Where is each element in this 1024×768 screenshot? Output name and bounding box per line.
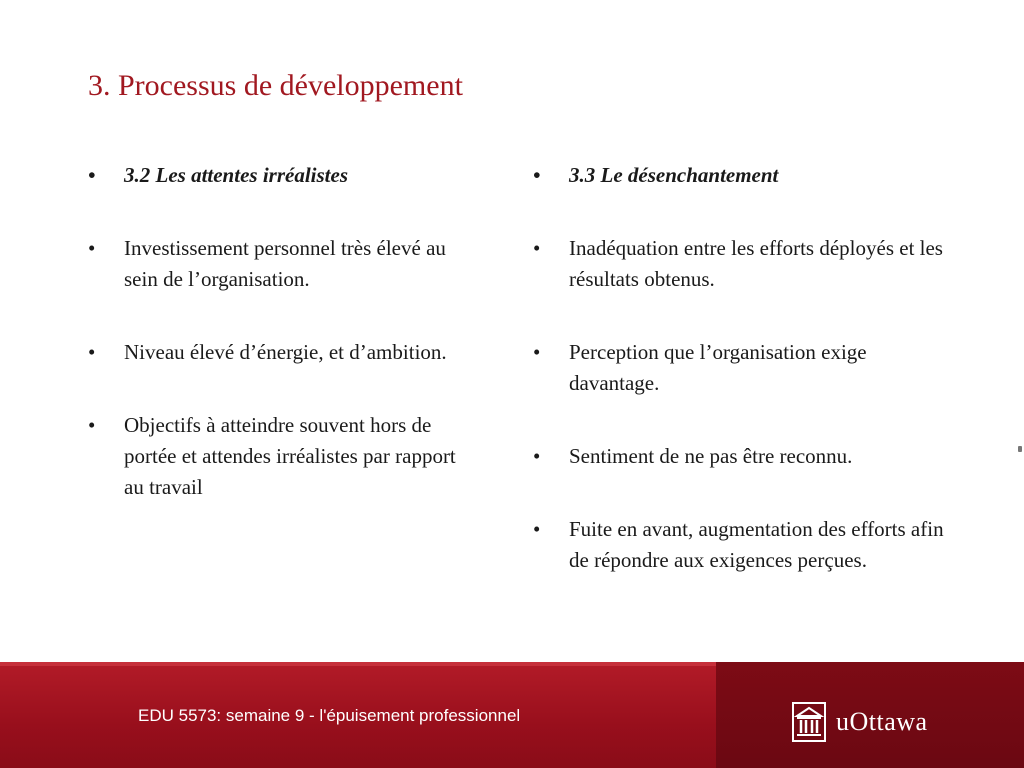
building-icon [792, 702, 826, 742]
right-item-2: • Perception que l’organisation exige davantage. [533, 337, 953, 399]
left-heading: • 3.2 Les attentes irréalistes [88, 160, 468, 191]
course-label: EDU 5573: semaine 9 - l'épuisement professionnel [138, 706, 521, 725]
right-heading: • 3.3 Le désenchantement [533, 160, 953, 191]
right-column [533, 160, 953, 618]
left-column [88, 160, 468, 545]
stray-mark [1018, 446, 1022, 452]
logo-wordmark: uOttawa [836, 707, 928, 736]
right-item-3: • Sentiment de ne pas être reconnu. [533, 441, 953, 472]
left-item-2: • Niveau élevé d’énergie, et d’ambition. [88, 337, 468, 368]
footer-bar [0, 662, 1024, 768]
right-item-1: • Inadéquation entre les efforts déployés et les résultats obtenus. [533, 233, 953, 295]
left-item-1: • Investissement personnel très élevé au sein de l’organisation. [88, 233, 468, 295]
left-item-3: • Objectifs à atteindre souvent hors de portée et attendes irréalistes par rapport au travail [88, 410, 468, 503]
uottawa-logo [792, 700, 928, 744]
slide-title: 3. Processus de développement [88, 69, 463, 102]
right-item-4: • Fuite en avant, augmentation des efforts afin de répondre aux exigences perçues. [533, 514, 953, 576]
